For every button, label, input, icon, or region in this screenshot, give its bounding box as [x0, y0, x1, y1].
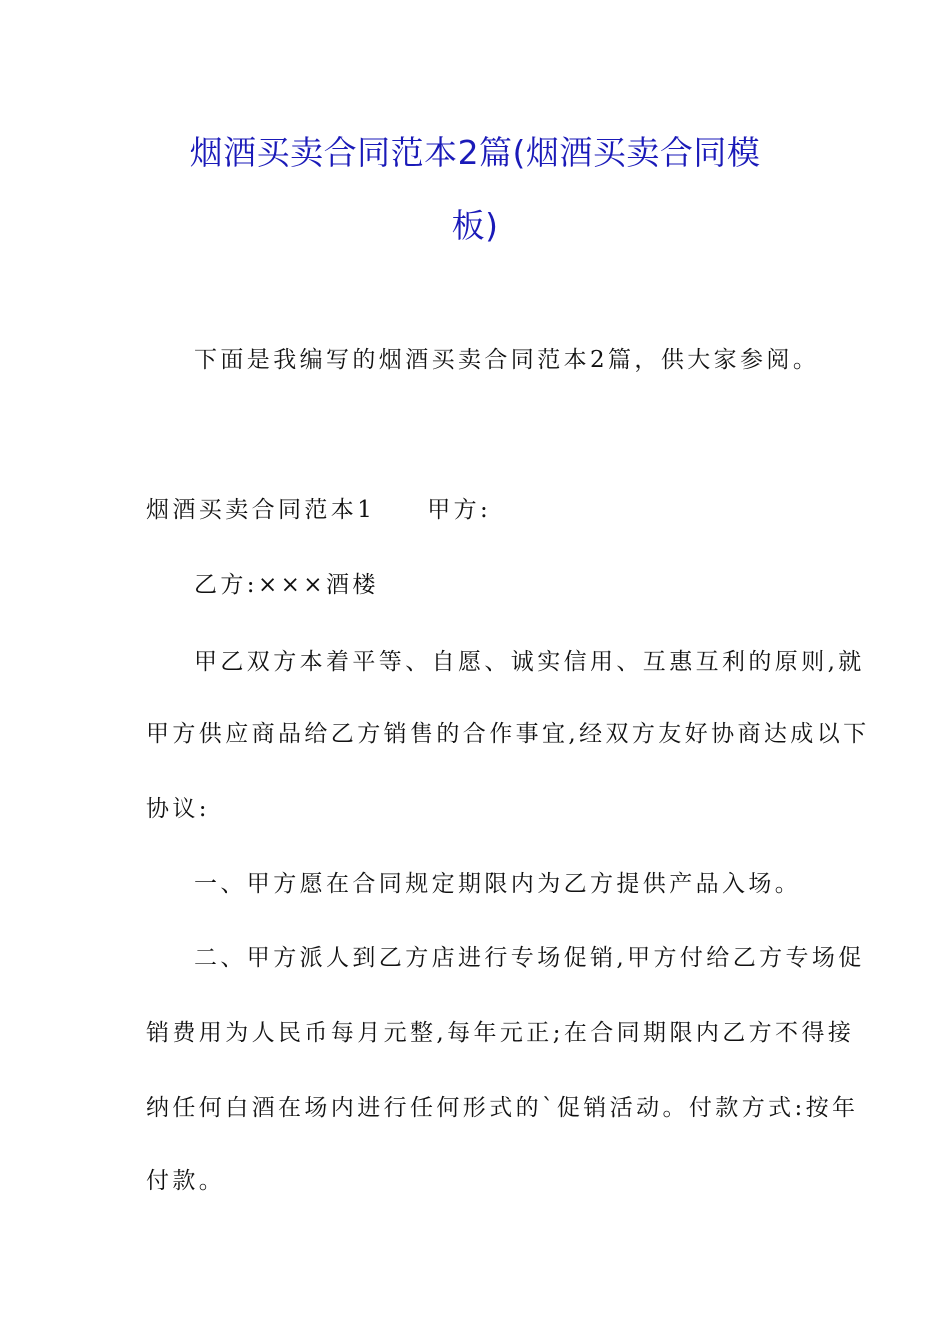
paragraph-line: 付款。 — [146, 1168, 226, 1194]
paragraph-line: 销费用为人民币每月元整,每年元正;在合同期限内乙方不得接 — [146, 1020, 855, 1046]
paragraph-line: 二、甲方派人到乙方店进行专场促销,甲方付给乙方专场促 — [194, 945, 865, 971]
party-b-line: 乙方:×××酒楼 — [194, 572, 379, 598]
contract-name: 烟酒买卖合同范本1 — [146, 497, 376, 523]
contract-heading — [146, 495, 491, 525]
document-title-line-1: 烟酒买卖合同范本2篇(烟酒买卖合同模 — [189, 133, 761, 172]
paragraph-line: 纳任何白酒在场内进行任何形式的`促销活动。付款方式:按年 — [146, 1095, 859, 1121]
paragraph-line: 甲乙双方本着平等、自愿、诚实信用、互惠互利的原则,就 — [194, 649, 865, 675]
intro-text: 下面是我编写的烟酒买卖合同范本2篇，供大家参阅。 — [194, 347, 820, 373]
paragraph-line: 协议: — [146, 796, 210, 822]
paragraph-line: 一、甲方愿在合同规定期限内为乙方提供产品入场。 — [194, 871, 802, 897]
party-a-label: 甲方: — [427, 497, 492, 523]
document-title-line-2: 板) — [451, 206, 499, 245]
paragraph-line: 甲方供应商品给乙方销售的合作事宜,经双方友好协商达成以下 — [146, 721, 870, 747]
